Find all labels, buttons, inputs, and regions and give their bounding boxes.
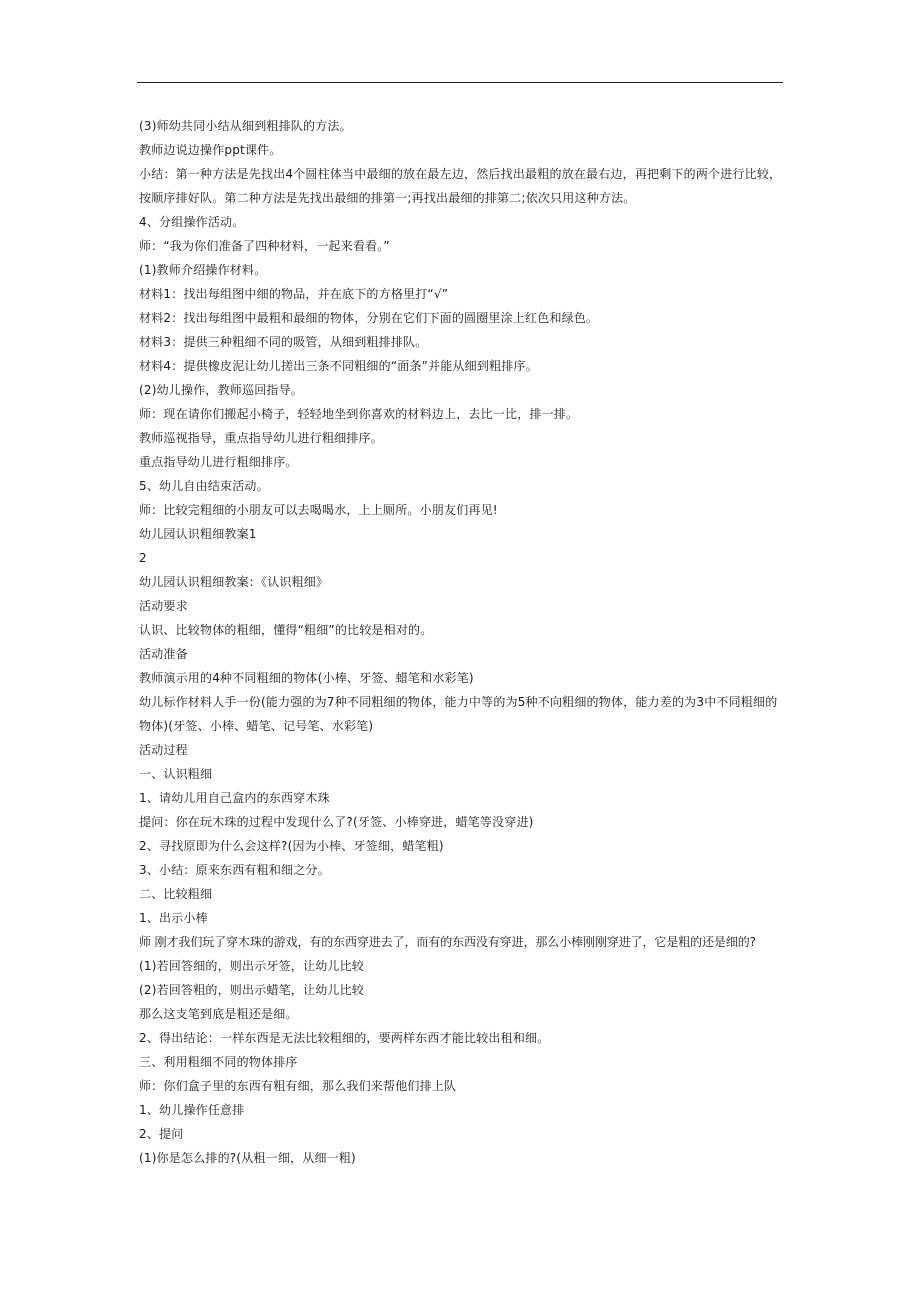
text-line: 提问：你在玩木珠的过程中发现什么了?(牙签、小棒穿进，蜡笔等没穿进) bbox=[139, 815, 534, 829]
text-line: 材料2：找出每组图中最粗和最细的物体，分别在它们下面的圆圈里涂上红色和绿色。 bbox=[139, 311, 599, 325]
text-line: 2、得出结论：一样东西是无法比较粗细的，要两样东西才能比较出租和细。 bbox=[139, 1031, 550, 1045]
text-line: 2、提问 bbox=[139, 1127, 184, 1141]
text-line: 材料1：找出每组图中细的物品，并在底下的方格里打“√” bbox=[139, 287, 449, 301]
text-line: (1)你是怎么排的?(从粗一细，从细一粗) bbox=[139, 1151, 356, 1165]
text-line: (2)若回答粗的，则出示蜡笔，让幼儿比较 bbox=[139, 983, 364, 997]
text-line: 2、寻找原即为什么会这样?(因为小棒、牙签细，蜡笔粗) bbox=[139, 839, 444, 853]
document-body bbox=[139, 114, 789, 1170]
text-line: 师：你们盒子里的东西有粗有细，那么我们来帮他们排上队 bbox=[139, 1079, 457, 1093]
page-number: 2 bbox=[139, 551, 147, 565]
text-line: 师 刚才我们玩了穿木珠的游戏，有的东西穿进去了，而有的东西没有穿进，那么小棒刚刚穿进了，它是粗的还是细的? bbox=[139, 935, 756, 949]
text-line: 师：“我为你们准备了四种材料，一起来看看。” bbox=[139, 239, 390, 253]
text-line: 那么这支笔到底是粗还是细。 bbox=[139, 1007, 298, 1021]
text-line: 3、小结：原来东西有粗和细之分。 bbox=[139, 863, 330, 877]
text-line: 师：比较完粗细的小朋友可以去喝喝水，上上厕所。小朋友们再见! bbox=[139, 503, 498, 517]
text-line: 教师边说边操作ppt课件。 bbox=[139, 143, 282, 157]
text-line: 4、分组操作活动。 bbox=[139, 215, 245, 229]
text-line: (2)幼儿操作，教师巡回指导。 bbox=[139, 383, 303, 397]
text-line: 一、认识粗细 bbox=[139, 767, 213, 781]
section-heading: 活动过程 bbox=[139, 743, 188, 757]
lesson-title: 幼儿园认识粗细教案：《认识粗细》 bbox=[139, 575, 329, 589]
text-line: 1、出示小棒 bbox=[139, 911, 208, 925]
text-line: 1、请幼儿用自己盒内的东西穿木珠 bbox=[139, 791, 330, 805]
text-line: (1)教师介绍操作材料。 bbox=[139, 263, 267, 277]
section-title: 幼儿园认识粗细教案1 bbox=[139, 527, 257, 541]
text-line: 材料4：提供橡皮泥让幼儿搓出三条不同粗细的“面条”并能从细到粗排序。 bbox=[139, 359, 538, 373]
text-line: 认识、比较物体的粗细，懂得“粗细”的比较是相对的。 bbox=[139, 623, 433, 637]
text-paragraph: 小结：第一种方法是先找出4个圆柱体当中最细的放在最左边，然后找出最粗的放在最右边，再把剩下的两个进行比较，按顺序排好队。第二种方法是先找出最细的排第一;再找出最细的排第二;依次只用这种方法。 bbox=[139, 167, 782, 205]
text-line: 材料3：提供三种粗细不同的吸管，从细到粗排排队。 bbox=[139, 335, 428, 349]
text-line: 1、幼儿操作任意排 bbox=[139, 1103, 245, 1117]
header-rule bbox=[137, 82, 783, 83]
section-heading: 活动要求 bbox=[139, 599, 188, 613]
text-line: 教师演示用的4种不同粗细的物体(小棒、牙签、蜡笔和水彩笔) bbox=[139, 671, 474, 685]
text-line: (1)若回答细的，则出示牙签，让幼儿比较 bbox=[139, 959, 364, 973]
text-line: (3)师幼共同小结从细到粗排队的方法。 bbox=[139, 119, 352, 133]
text-line: 教师巡视指导，重点指导幼儿进行粗细排序。 bbox=[139, 431, 384, 445]
text-line: 师：现在请你们搬起小椅子，轻轻地坐到你喜欢的材料边上，去比一比，排一排。 bbox=[139, 407, 579, 421]
text-paragraph: 幼儿标作材料人手一份(能力强的为7种不同粗细的物体，能力中等的为5种不向粗细的物体，能力差的为3中不同粗细的物体)(牙签、小棒、蜡笔、记号笔、水彩笔) bbox=[139, 695, 778, 733]
text-line: 重点指导幼儿进行粗细排序。 bbox=[139, 455, 298, 469]
text-line: 三、利用粗细不同的物体排序 bbox=[139, 1055, 298, 1069]
text-line: 5、幼儿自由结束活动。 bbox=[139, 479, 269, 493]
text-line: 二、比较粗细 bbox=[139, 887, 213, 901]
section-heading: 活动准备 bbox=[139, 647, 188, 661]
